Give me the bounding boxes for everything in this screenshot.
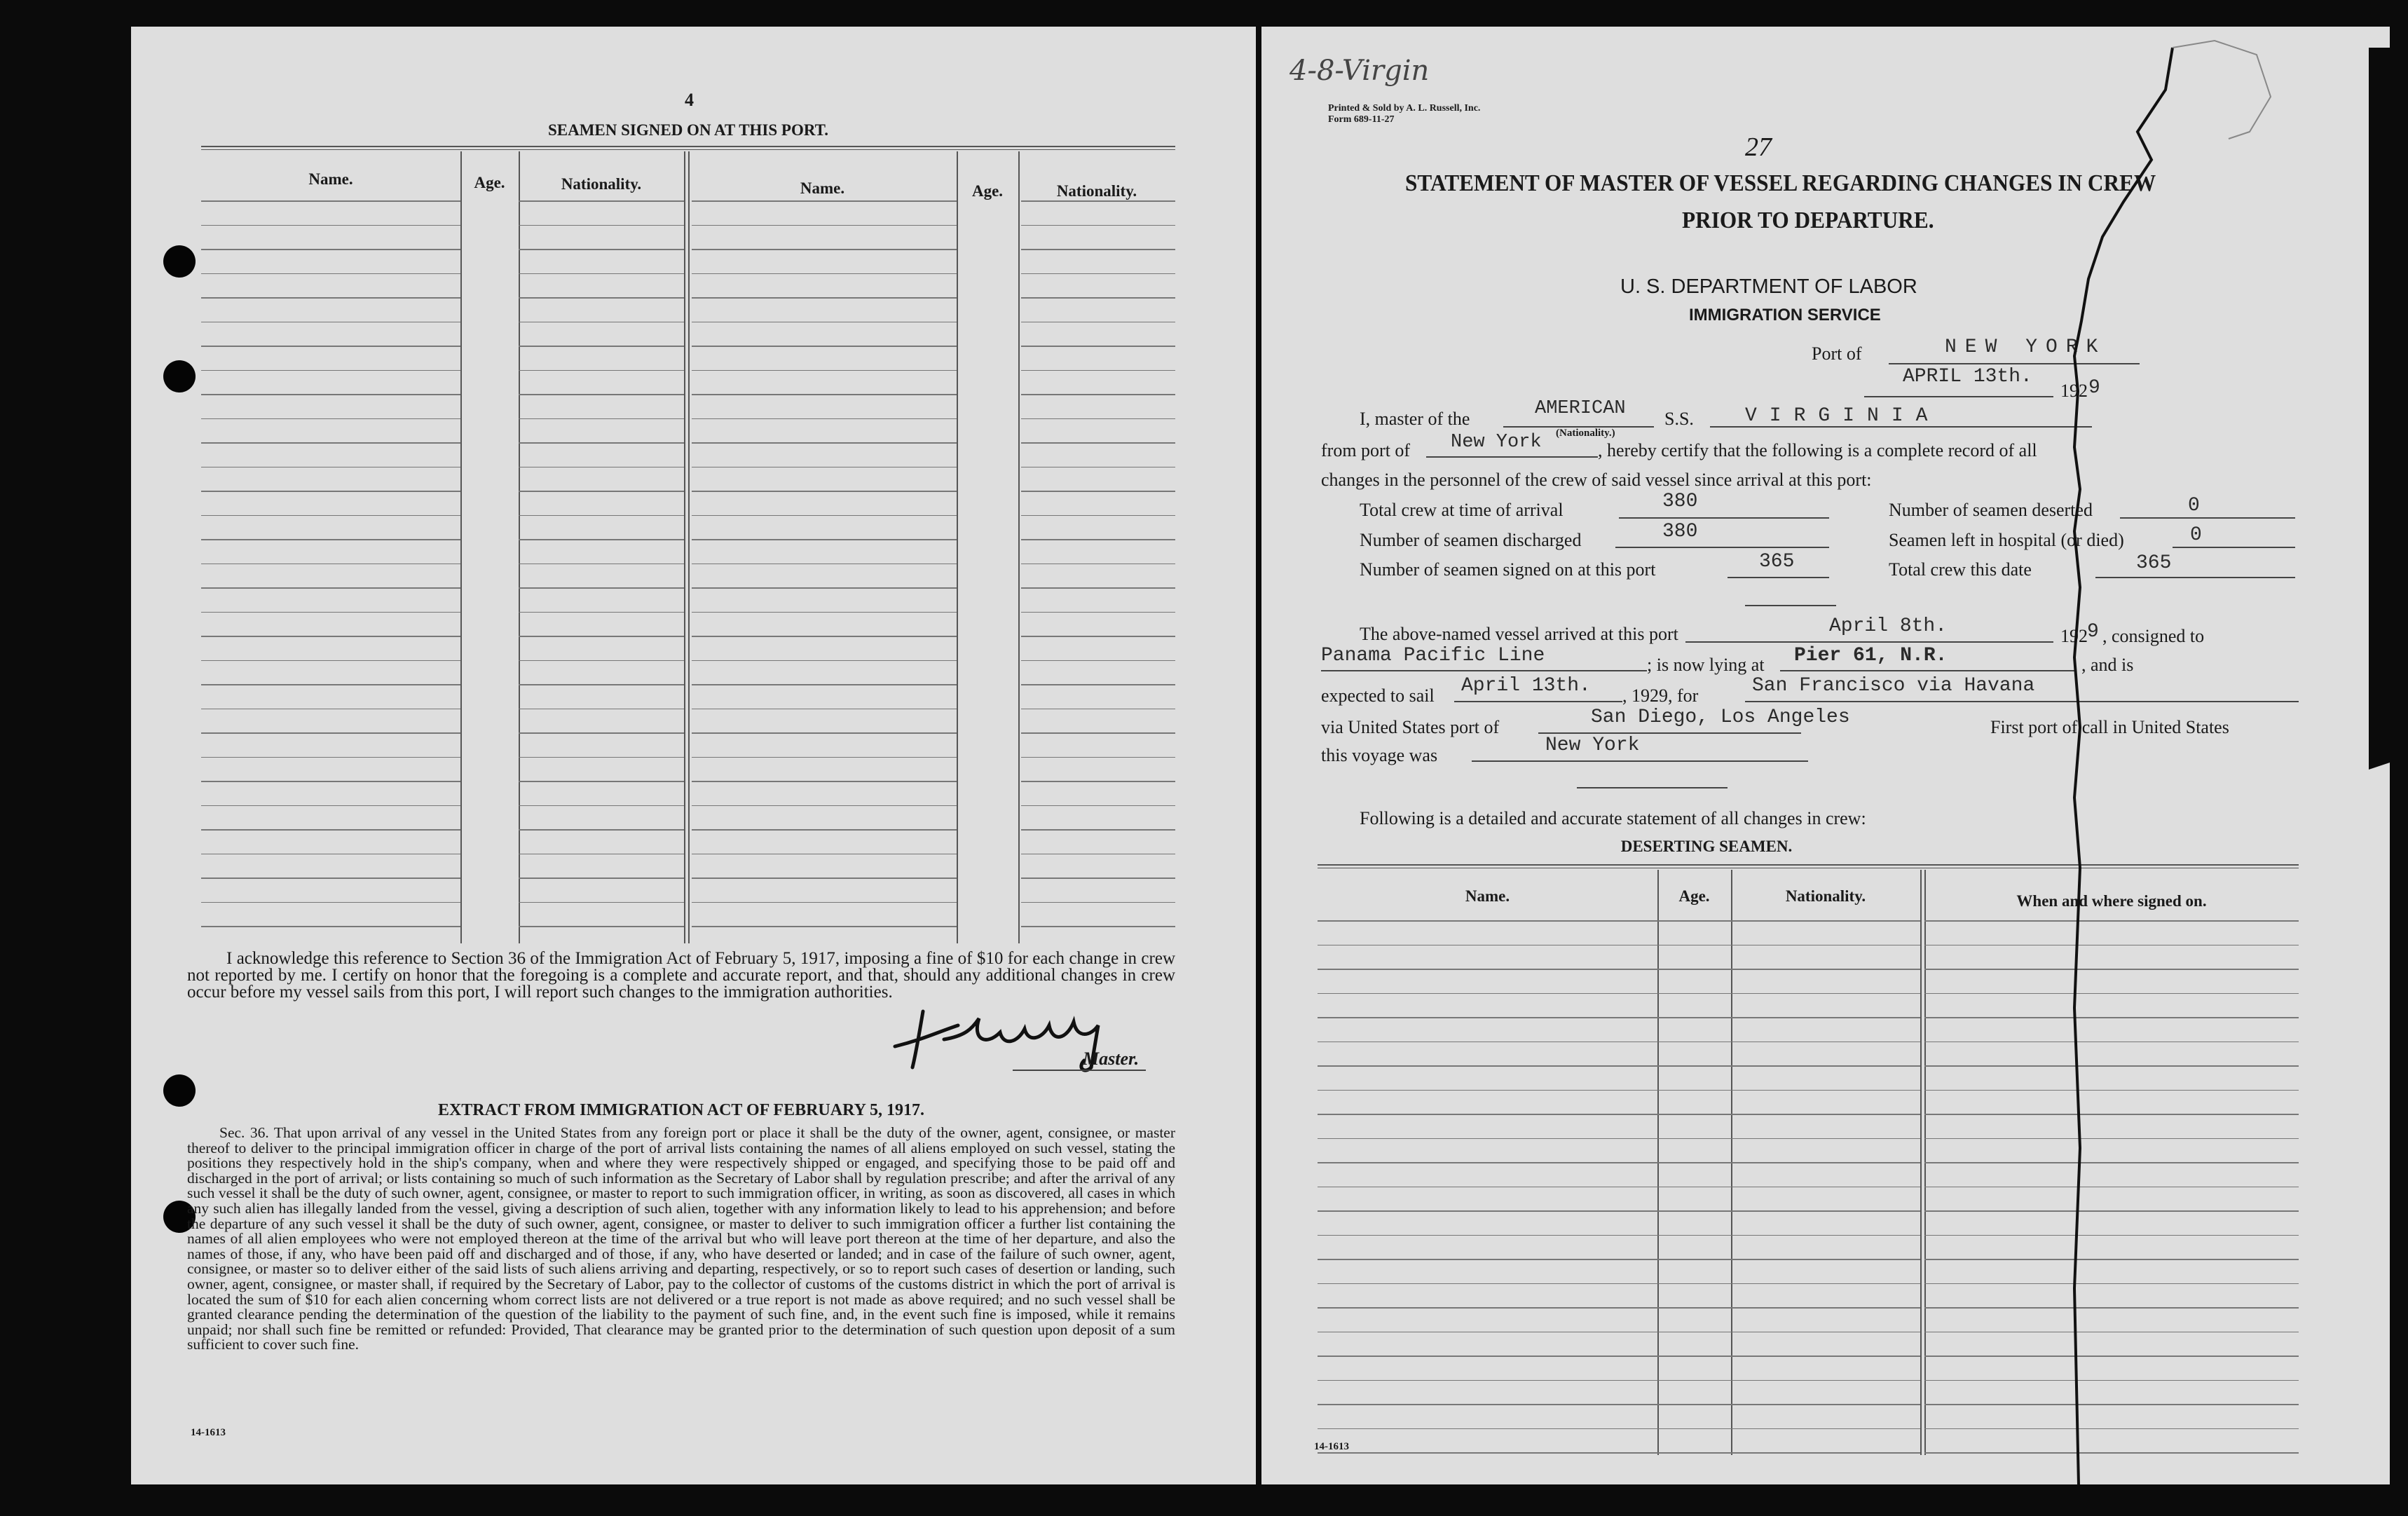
table-row-line xyxy=(201,660,460,662)
via-label: via United States port of xyxy=(1321,717,1500,737)
expected-year: , 1929, for xyxy=(1622,685,1699,706)
column-header-nationality: Nationality. xyxy=(1785,887,1866,905)
table-row-line xyxy=(201,297,460,299)
from-port-value: New York xyxy=(1451,432,1542,453)
hospital-value: 0 xyxy=(2190,524,2202,546)
lying-label: ; is now lying at xyxy=(1647,655,1765,675)
table-row-line xyxy=(1021,249,1175,250)
table-row-line xyxy=(201,200,460,202)
table-row-line xyxy=(201,781,460,782)
expected-value: April 13th. xyxy=(1461,675,1591,697)
total-arrival-label: Total crew at time of arrival xyxy=(1360,500,1564,520)
total-date-value: 365 xyxy=(2136,552,2172,574)
table-row-line xyxy=(692,539,957,540)
table-row-line xyxy=(201,442,460,444)
table-row-line xyxy=(1021,757,1175,758)
destination-value: San Francisco via Havana xyxy=(1752,675,2035,697)
page-number: 4 xyxy=(685,90,694,110)
table-row-line xyxy=(692,805,957,807)
table-row-line xyxy=(692,418,957,420)
year-prefix: 192 xyxy=(2060,381,2088,401)
hospital-label: Seamen left in hospital (or died) xyxy=(1889,530,2124,550)
table-row-line xyxy=(692,902,957,903)
form-title-line2: PRIOR TO DEPARTURE. xyxy=(1682,207,1934,233)
column-header-name: Name. xyxy=(308,170,353,188)
table-row-line xyxy=(519,612,684,613)
table-row-line xyxy=(201,732,460,734)
punch-hole xyxy=(163,360,196,392)
table-row-line xyxy=(519,225,684,226)
column-divider xyxy=(460,151,462,943)
table-row-line xyxy=(519,636,684,637)
table-row-line xyxy=(201,805,460,807)
table-row-line xyxy=(692,273,957,275)
table-row-line xyxy=(201,877,460,879)
table-row-line xyxy=(692,467,957,468)
first-port-label: First port of call in United States xyxy=(1990,717,2229,737)
table-row-line xyxy=(201,757,460,758)
table-row-line xyxy=(201,829,460,831)
deserted-value: 0 xyxy=(2188,495,2200,517)
table-row-line xyxy=(1021,273,1175,275)
pier-value: Pier 61, N.R. xyxy=(1794,645,1948,667)
table-row-line xyxy=(201,249,460,250)
discharged-label: Number of seamen discharged xyxy=(1360,530,1582,550)
column-header-age: Age. xyxy=(474,174,505,191)
table-row-line xyxy=(692,829,957,831)
following-text: Following is a detailed and accurate statement of all changes in crew: xyxy=(1360,808,1866,828)
column-divider xyxy=(684,151,685,943)
right-page xyxy=(1261,27,2390,1484)
table-row-line xyxy=(1021,442,1175,444)
table-row-line xyxy=(692,370,957,371)
table-row-line xyxy=(519,877,684,879)
expected-label: expected to sail xyxy=(1321,685,1435,706)
extract-title: EXTRACT FROM IMMIGRATION ACT OF FEBRUARY 5, 1917. xyxy=(437,1101,925,1119)
date-value: APRIL 13th. xyxy=(1903,366,2032,388)
table-row-line xyxy=(692,877,957,879)
table-row-line xyxy=(519,346,684,347)
table-row-line xyxy=(1021,418,1175,420)
via-value: San Diego, Los Angeles xyxy=(1591,706,1850,728)
table-row-line xyxy=(1021,346,1175,347)
table-row-line xyxy=(201,854,460,855)
table-row-line xyxy=(519,322,684,323)
table-row-line xyxy=(519,684,684,685)
column-header-age: Age. xyxy=(1678,887,1710,905)
table-row-line xyxy=(692,732,957,734)
voyage-value: New York xyxy=(1545,735,1640,756)
service-name: IMMIGRATION SERVICE xyxy=(1689,306,1881,325)
certify-text: , hereby certify that the following is a complete record of all xyxy=(1598,440,2037,460)
signature-line xyxy=(1013,1070,1146,1071)
table-row-line xyxy=(1021,805,1175,807)
table-row-line xyxy=(1021,781,1175,782)
table-row-line xyxy=(1021,297,1175,299)
table-row-line xyxy=(519,491,684,492)
table-top-rule xyxy=(201,149,1175,150)
table-row-line xyxy=(519,781,684,782)
table-row-line xyxy=(201,225,460,226)
arrived-label: The above-named vessel arrived at this port xyxy=(1360,624,1678,644)
table-row-line xyxy=(519,394,684,395)
table-row-line xyxy=(692,515,957,517)
table-row-line xyxy=(692,249,957,250)
table-row-line xyxy=(1021,636,1175,637)
deserting-title: DESERTING SEAMEN. xyxy=(1620,838,1793,855)
table-row-line xyxy=(519,249,684,250)
printer-form-line: Form 689-11-27 xyxy=(1328,114,1395,125)
extract-text: Sec. 36. That upon arrival of any vessel in the United States from any foreign port or place it shall be the duty of the owner, agent, consignee, or master thereof to deliver to the principal immigration officer in charge of the port of arrival lists containing the names of all aliens employed on such vessel, stating the positions they respectively hold in the ship's company, when and where they were respectively shipped or engaged, and specifying those to be paid off and discharged in the port of arrival; or lists containing so much of such information as the Secretary of Labor shall by regulation prescribe; and after the arrival of any such vessel it shall be the duty of such owner, agent, consignee, or master to report to such immigration officer, in writing, as soon as discovered, all cases in which any such alien has illegally landed from the vessel, giving a description of such alien, together with any information likely to lead to his apprehension; and before the departure of any such vessel it shall be the duty of such owner, agent, consignee, or master to deliver to such immigration officer a further list containing the names of all alien employees who were not employed thereon at the time of the arrival but who will leave port thereon at the time of her departure, and also the names of those, if any, who have been paid off and discharged and of those, if any, who have deserted or landed; and in case of the failure of such owner, agent, consignee, or master so to deliver either of the said lists of such aliens arriving and departing, respectively, or so to report such cases of desertion or landing, such owner, agent, consignee, or master shall, if required by the Secretary of Labor, pay to the collector of customs of the customs district in which the port of arrival is located the sum of $10 for each alien concerning whom correct lists are not delivered or a true report is not made as above required; and no such vessel shall be granted clearance pending the determination of the question of the liability to the payment of such fine, and, in the event such fine is imposed, while it remains unpaid; nor shall such fine be remitted or refunded: Provided, That clearance may be granted prior to the determination of such question upon deposit of a sum sufficient to cover such fine. xyxy=(187,1124,1175,1353)
table-row-line xyxy=(519,587,684,589)
column-header-nationality: Nationality. xyxy=(1056,182,1137,200)
table-row-line xyxy=(519,273,684,275)
table-row-line xyxy=(1021,564,1175,565)
table-row-line xyxy=(1021,322,1175,323)
table-row-line xyxy=(519,926,684,927)
nationality-caption: (Nationality.) xyxy=(1556,428,1615,439)
printer-line: Printed & Sold by A. L. Russell, Inc. xyxy=(1328,103,1481,114)
table-row-line xyxy=(201,612,460,613)
table-row-line xyxy=(519,442,684,444)
from-port-label: from port of xyxy=(1321,440,1411,460)
table-row-line xyxy=(201,273,460,275)
table-row-line xyxy=(201,491,460,492)
table-row-line xyxy=(1021,612,1175,613)
table-row-line xyxy=(1021,370,1175,371)
page-number: 27 xyxy=(1745,132,1772,162)
table-row-line xyxy=(519,418,684,420)
table-row-line xyxy=(201,926,460,927)
table-row-line xyxy=(692,394,957,395)
table-row-line xyxy=(692,854,957,855)
table-row-line xyxy=(519,539,684,540)
form-number: 14-1613 xyxy=(191,1427,226,1438)
table-row-line xyxy=(1021,660,1175,662)
department-name: U. S. DEPARTMENT OF LABOR xyxy=(1620,275,1917,298)
table-row-line xyxy=(692,636,957,637)
table-row-line xyxy=(1021,684,1175,685)
acknowledgement-text: I acknowledge this reference to Section 36 of the Immigration Act of February 5, 1917, imposing a fine of $10 for each change in crew not reported by me. I certify on honor that the foregoing is a complete and accurate report, and that, should any additional changes in crew occur before my vessel sails from this port, I will report such changes to the immigration authorities. xyxy=(187,949,1175,1002)
table-row-line xyxy=(1021,539,1175,540)
table-row-line xyxy=(1021,394,1175,395)
table-row-line xyxy=(201,564,460,565)
voyage-label: this voyage was xyxy=(1321,745,1438,765)
table-row-line xyxy=(1021,732,1175,734)
table-row-line xyxy=(519,732,684,734)
table-row-line xyxy=(519,854,684,855)
table-row-line xyxy=(201,346,460,347)
table-row-line xyxy=(519,709,684,710)
table-row-line xyxy=(692,200,957,202)
consigned-label: , consigned to xyxy=(2102,626,2205,646)
table-row-line xyxy=(519,515,684,517)
ss-label: S.S. xyxy=(1664,409,1694,429)
nationality-value: AMERICAN xyxy=(1535,398,1626,419)
table-row-line xyxy=(519,564,684,565)
table-row-line xyxy=(201,322,460,323)
total-arrival-value: 380 xyxy=(1662,491,1698,512)
table-row-line xyxy=(519,902,684,903)
master-of-label: I, master of the xyxy=(1360,409,1470,429)
table-row-line xyxy=(519,200,684,202)
table-row-line xyxy=(692,709,957,710)
port-value: NEW YORK xyxy=(1945,336,2107,358)
left-page xyxy=(131,27,1256,1484)
table-top-rule xyxy=(201,146,1175,147)
table-row-line xyxy=(692,684,957,685)
master-label: Master. xyxy=(1083,1049,1140,1069)
table-row-line xyxy=(201,539,460,540)
year-digit: 9 xyxy=(2088,377,2100,399)
table-row-line xyxy=(519,297,684,299)
paper-tear xyxy=(1261,27,2390,1484)
table-row-line xyxy=(519,467,684,468)
changes-text: changes in the personnel of the crew of said vessel since arrival at this port: xyxy=(1321,470,1872,490)
table-row-line xyxy=(201,709,460,710)
column-header-name: Name. xyxy=(800,179,845,197)
table-row-line xyxy=(692,346,957,347)
column-divider xyxy=(1018,151,1020,943)
table-row-line xyxy=(201,684,460,685)
table-row-line xyxy=(1021,926,1175,927)
table-row-line xyxy=(692,757,957,758)
table-row-line xyxy=(201,636,460,637)
column-header-name: Name. xyxy=(1465,887,1510,905)
arrived-value: April 8th. xyxy=(1829,615,1948,637)
arrived-year-prefix: 192 xyxy=(2060,626,2088,646)
table-row-line xyxy=(1021,467,1175,468)
table-row-line xyxy=(201,370,460,371)
table-row-line xyxy=(201,394,460,395)
table-row-line xyxy=(519,829,684,831)
ship-value: VIRGINIA xyxy=(1745,405,1941,427)
and-is-label: , and is xyxy=(2081,655,2134,675)
table-row-line xyxy=(201,467,460,468)
form-title-line1: STATEMENT OF MASTER OF VESSEL REGARDING CHANGES IN CREW xyxy=(1405,170,2156,196)
total-date-label: Total crew this date xyxy=(1889,559,2032,580)
table-row-line xyxy=(692,781,957,782)
table-row-line xyxy=(201,902,460,903)
table-row-line xyxy=(692,322,957,323)
column-divider xyxy=(519,151,520,943)
table-row-line xyxy=(1021,587,1175,589)
table-row-line xyxy=(692,612,957,613)
punch-hole xyxy=(163,245,196,278)
deserted-label: Number of seamen deserted xyxy=(1889,500,2093,520)
column-divider xyxy=(688,151,690,943)
column-header-nationality: Nationality. xyxy=(561,175,642,193)
column-divider xyxy=(957,151,958,943)
table-row-line xyxy=(1021,515,1175,517)
table-row-line xyxy=(692,564,957,565)
table-row-line xyxy=(201,587,460,589)
column-header-age: Age. xyxy=(971,182,1004,200)
table-row-line xyxy=(201,418,460,420)
form-number: 14-1613 xyxy=(1314,1441,1349,1452)
table-row-line xyxy=(519,370,684,371)
table-row-line xyxy=(692,926,957,927)
table-row-line xyxy=(201,515,460,517)
page-title: SEAMEN SIGNED ON AT THIS PORT. xyxy=(547,121,829,139)
port-label: Port of xyxy=(1812,343,1862,364)
table-row-line xyxy=(1021,877,1175,879)
table-row-line xyxy=(692,491,957,492)
signed-on-label: Number of seamen signed on at this port xyxy=(1360,559,1656,580)
table-row-line xyxy=(1021,902,1175,903)
handwritten-note: 4-8-Virgin xyxy=(1289,55,1430,87)
table-row-line xyxy=(692,297,957,299)
column-header-signed-on: When and where signed on. xyxy=(2016,892,2207,910)
table-row-line xyxy=(1021,200,1175,202)
signed-on-value: 365 xyxy=(1759,551,1795,573)
table-row-line xyxy=(692,442,957,444)
table-row-line xyxy=(1021,491,1175,492)
table-row-line xyxy=(519,805,684,807)
table-row-line xyxy=(519,757,684,758)
table-row-line xyxy=(1021,709,1175,710)
table-row-line xyxy=(692,225,957,226)
table-row-line xyxy=(1021,829,1175,831)
table-row-line xyxy=(1021,225,1175,226)
discharged-value: 380 xyxy=(1662,521,1698,542)
consignee-value: Panama Pacific Line xyxy=(1321,645,1545,667)
table-row-line xyxy=(519,660,684,662)
table-row-line xyxy=(692,587,957,589)
table-row-line xyxy=(692,660,957,662)
table-row-line xyxy=(1021,854,1175,855)
arrived-year-digit: 9 xyxy=(2087,621,2099,643)
